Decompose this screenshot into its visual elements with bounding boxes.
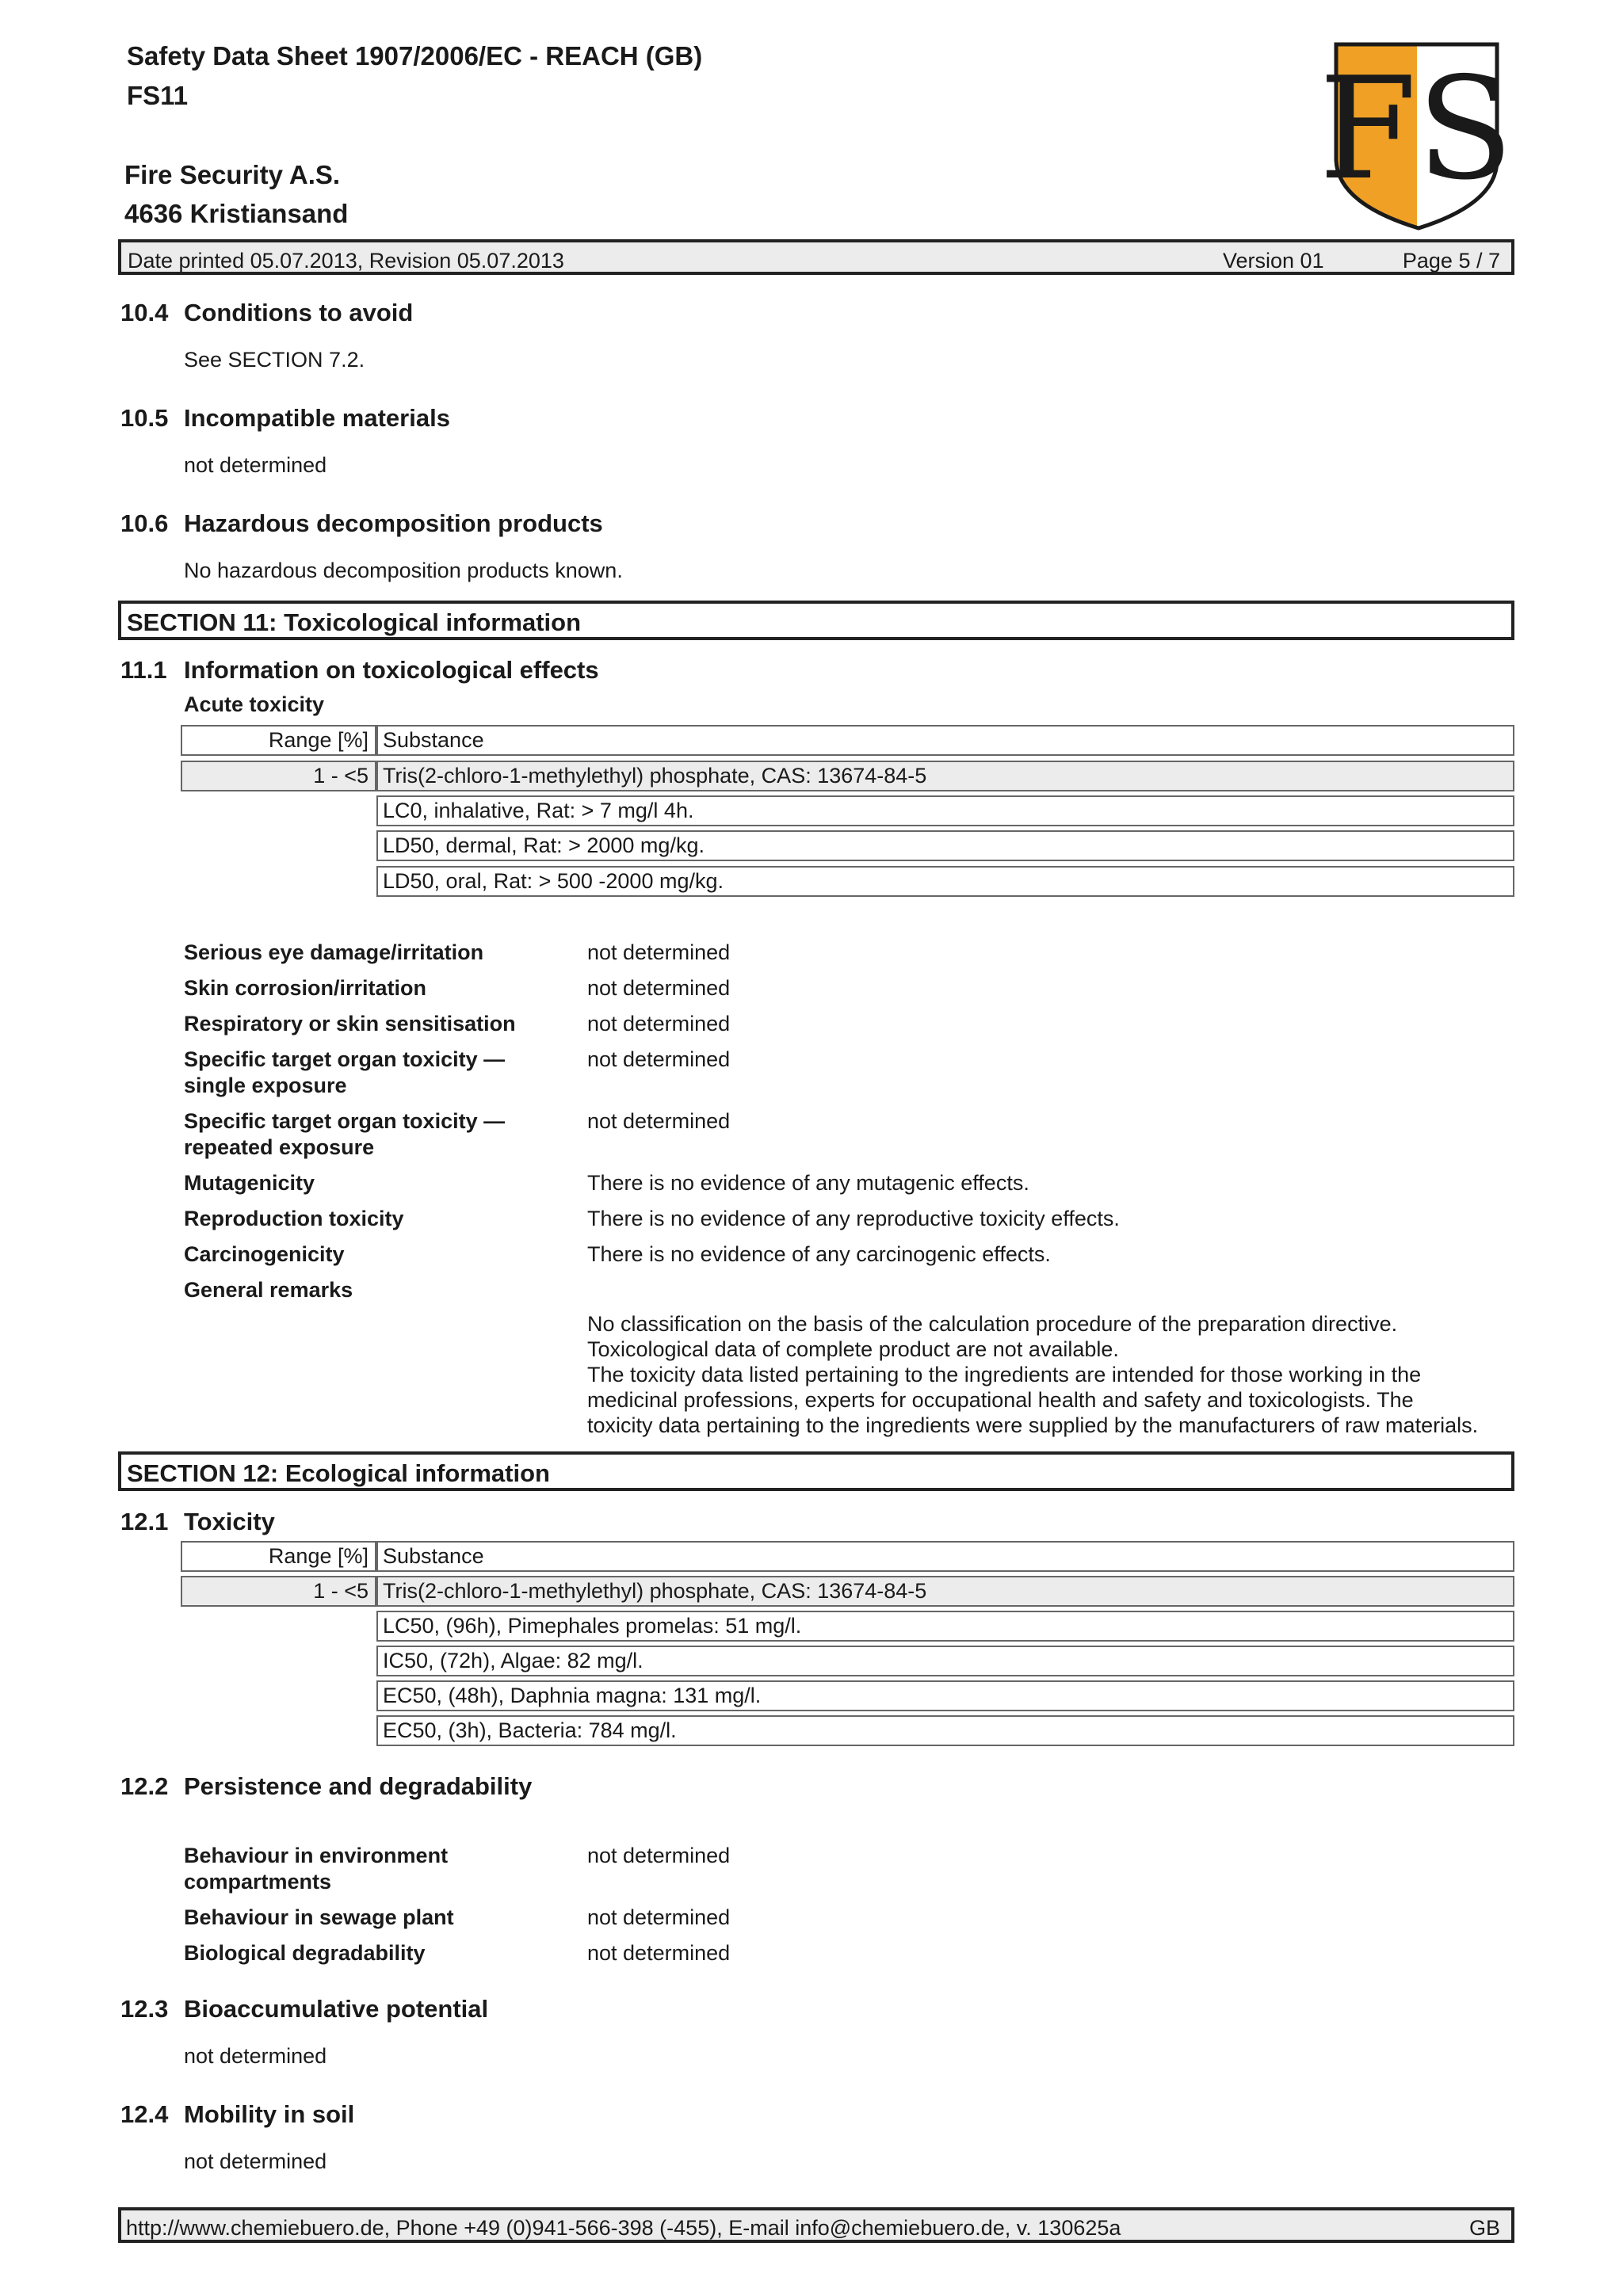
property-value: not determined xyxy=(587,1012,731,1035)
product-code: FS11 xyxy=(127,81,189,110)
subsection-number: 12.3 xyxy=(120,1995,169,2023)
subsection-number: 10.6 xyxy=(120,509,169,537)
property-label: Behaviour in environment compartments xyxy=(184,1844,449,1894)
subsection-number: 11.1 xyxy=(120,656,167,684)
document-title: Safety Data Sheet 1907/2006/EC - REACH (GB) xyxy=(127,41,703,71)
property-value: not determined xyxy=(587,976,731,1000)
table-cell-value: EC50, (48h), Daphnia magna: 131 mg/l. xyxy=(376,1680,1514,1711)
property-value: not determined xyxy=(587,940,731,964)
section-11-heading: SECTION 11: Toxicological information xyxy=(118,601,1514,640)
subsection-text: not determined xyxy=(184,2044,327,2068)
acute-toxicity-label: Acute toxicity xyxy=(184,692,325,716)
section-12-heading: SECTION 12: Ecological information xyxy=(118,1451,1514,1491)
table-cell-value: IC50, (72h), Algae: 82 mg/l. xyxy=(376,1646,1514,1676)
fs-logo xyxy=(1319,41,1514,231)
property-label: Carcinogenicity xyxy=(184,1242,345,1266)
table-header-range: Range [%] xyxy=(181,725,376,756)
property-value: not determined xyxy=(587,1905,731,1929)
property-label: Reproduction toxicity xyxy=(184,1207,404,1230)
subsection-text: not determined xyxy=(184,2149,327,2173)
subsection-text: See SECTION 7.2. xyxy=(184,348,365,372)
logo-lettering: FS xyxy=(1319,47,1514,211)
document-info-bar xyxy=(118,239,1514,275)
property-label: Skin corrosion/irritation xyxy=(184,976,427,1000)
table-cell-substance: Tris(2-chloro-1-methylethyl) phosphate, CAS: 13674-84-5 xyxy=(376,761,1514,791)
property-value: There is no evidence of any mutagenic effects. xyxy=(587,1171,1029,1195)
table-cell-range: 1 - <5 xyxy=(181,1576,376,1607)
subsection-title: Toxicity xyxy=(184,1508,275,1535)
company-name: Fire Security A.S. xyxy=(124,160,341,189)
table-cell-value: LC50, (96h), Pimephales promelas: 51 mg/l. xyxy=(376,1611,1514,1642)
subsection-number: 10.4 xyxy=(120,299,169,326)
subsection-title: Hazardous decomposition products xyxy=(184,509,603,537)
subsection-number: 12.1 xyxy=(120,1508,169,1535)
property-label: Mutagenicity xyxy=(184,1171,315,1195)
subsection-text: not determined xyxy=(184,453,327,477)
company-city: 4636 Kristiansand xyxy=(124,199,349,228)
page-number: Page 5 / 7 xyxy=(1402,249,1500,273)
property-value: There is no evidence of any reproductive toxicity effects. xyxy=(587,1207,1120,1230)
subsection-title: Mobility in soil xyxy=(184,2100,355,2128)
property-value: not determined xyxy=(587,1047,731,1071)
table-cell-range: 1 - <5 xyxy=(181,761,376,791)
general-remarks-text: No classification on the basis of the calculation procedure of the preparation directive. Toxicological data of complete product are not available. The toxicity data listed pertaining to the ingredients are intended for those working in the medicinal professions, experts for occupational health and safety and toxicologists. The toxicity data pertaining to the ingredients were supplied by the manufacturers of raw materials. xyxy=(587,1312,1479,1437)
subsection-title: Conditions to avoid xyxy=(184,299,414,326)
footer-bar xyxy=(118,2207,1514,2243)
property-label: General remarks xyxy=(184,1278,353,1302)
property-label: Specific target organ toxicity — single exposure xyxy=(184,1047,506,1097)
subsection-number: 12.4 xyxy=(120,2100,169,2128)
version: Version 01 xyxy=(1223,249,1324,273)
table-cell-value: LC0, inhalative, Rat: > 7 mg/l 4h. xyxy=(376,795,1514,826)
footer-contact-text: http://www.chemiebuero.de, Phone +49 (0)941-566-398 (-455), E-mail info@chemiebuero.de, v. 130625a xyxy=(126,2216,1121,2240)
subsection-number: 10.5 xyxy=(120,404,169,432)
table-cell-value: LD50, dermal, Rat: > 2000 mg/kg. xyxy=(376,830,1514,861)
property-label: Specific target organ toxicity — repeated exposure xyxy=(184,1109,506,1159)
property-label: Respiratory or skin sensitisation xyxy=(184,1012,516,1035)
table-cell-value: LD50, oral, Rat: > 500 -2000 mg/kg. xyxy=(376,866,1514,897)
subsection-title: Bioaccumulative potential xyxy=(184,1995,489,2023)
property-value: not determined xyxy=(587,1941,731,1965)
property-value: There is no evidence of any carcinogenic effects. xyxy=(587,1242,1051,1266)
footer-country: GB xyxy=(1468,2216,1500,2240)
subsection-title: Incompatible materials xyxy=(184,404,450,432)
print-revision-date: Date printed 05.07.2013, Revision 05.07.2013 xyxy=(128,249,564,273)
table-cell-substance: Tris(2-chloro-1-methylethyl) phosphate, CAS: 13674-84-5 xyxy=(376,1576,1514,1607)
table-header-range: Range [%] xyxy=(181,1541,376,1572)
table-header-substance: Substance xyxy=(376,725,1514,756)
subsection-title: Persistence and degradability xyxy=(184,1772,533,1800)
property-value: not determined xyxy=(587,1109,731,1133)
subsection-number: 12.2 xyxy=(120,1772,169,1800)
table-header-substance: Substance xyxy=(376,1541,1514,1572)
property-value: not determined xyxy=(587,1844,731,1867)
subsection-title: Information on toxicological effects xyxy=(184,656,599,684)
property-label: Behaviour in sewage plant xyxy=(184,1905,454,1929)
property-label: Biological degradability xyxy=(184,1941,426,1965)
property-label: Serious eye damage/irritation xyxy=(184,940,484,964)
subsection-text: No hazardous decomposition products known. xyxy=(184,559,623,582)
table-cell-value: EC50, (3h), Bacteria: 784 mg/l. xyxy=(376,1715,1514,1746)
